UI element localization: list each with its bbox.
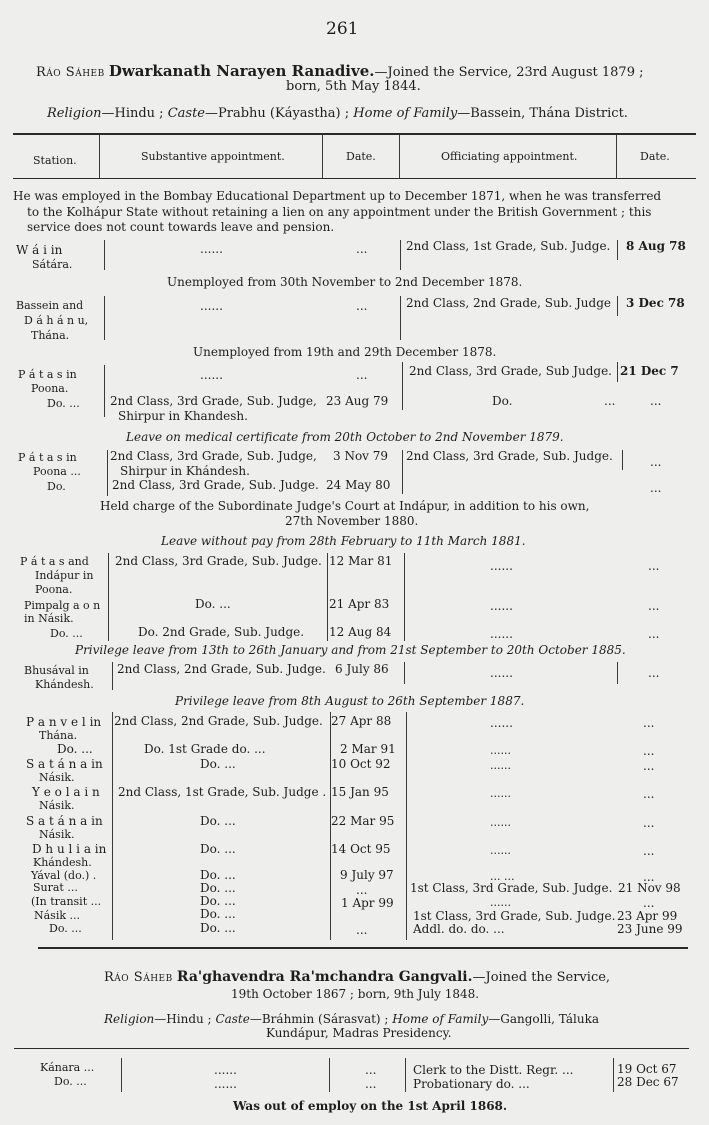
station: Do. ... <box>50 627 83 640</box>
officiating: Addl. do. do. ... <box>413 922 505 936</box>
officiating: ...... <box>490 744 511 757</box>
officiating: ...... <box>490 844 511 857</box>
substantive: Shirpur in Khandesh. <box>118 409 248 423</box>
date: 6 July 86 <box>335 662 389 676</box>
station: Do. ... <box>57 742 93 756</box>
station: Poona. <box>35 583 73 596</box>
date: ... <box>356 368 368 382</box>
officiating: ...... <box>490 896 511 909</box>
officiating: ...... <box>490 816 511 829</box>
station: Do. <box>47 480 66 493</box>
date: ... <box>365 1077 377 1091</box>
col-divider <box>329 1058 330 1092</box>
col-divider <box>622 450 623 470</box>
station: P á t a s in <box>18 451 77 464</box>
held-charge-note: 27th November 1880. <box>285 514 419 528</box>
station: (In transit ... <box>31 895 102 908</box>
officiating: ... ... <box>490 870 515 883</box>
intro-line: He was employed in the Bombay Educational Department up to December 1871, when he was transferred <box>13 189 662 203</box>
substantive: 2nd Class, 3rd Grade, Sub. Judge, <box>110 449 317 463</box>
joined-text: —Joined the Service, <box>472 970 611 985</box>
station: Khándesh. <box>35 678 94 691</box>
station: Surat ... <box>33 881 78 894</box>
station: Thána. <box>39 729 78 742</box>
station: Khándesh. <box>33 856 92 869</box>
officiating: ...... <box>490 627 513 641</box>
officiating: 2nd Class, 1st Grade, Sub. Judge. <box>406 239 611 253</box>
substantive: Do. ... <box>200 814 236 828</box>
officiating-date: ... <box>643 759 655 773</box>
substantive: ...... <box>214 1063 237 1077</box>
header-date: Date. <box>346 150 376 163</box>
footer-note: Was out of employ on the 1st April 1868. <box>233 1099 508 1113</box>
col-divider <box>107 450 108 496</box>
caste-label: Caste <box>167 106 205 121</box>
date: ... <box>356 923 368 937</box>
officiating: Clerk to the Distt. Regr. ... <box>413 1063 574 1077</box>
officiating: 2nd Class, 3rd Grade, Sub. Judge. <box>406 449 613 463</box>
header-substantive: Substantive appointment. <box>141 150 285 163</box>
officiating-date: ... <box>648 627 660 641</box>
section-divider <box>38 947 688 949</box>
col-divider <box>400 240 401 270</box>
officer-name: Ra'ghavendra Ra'mchandra Gangvali. <box>176 969 473 985</box>
station: Indápur in <box>35 569 94 582</box>
substantive: 2nd Class, 1st Grade, Sub. Judge . <box>118 785 327 799</box>
station: Sátára. <box>32 258 73 271</box>
family-line <box>104 1013 599 1025</box>
substantive: 2nd Class, 3rd Grade, Sub. Judge, <box>110 394 317 408</box>
station: Y e o l a i n <box>32 785 100 799</box>
station: Do. ... <box>54 1075 87 1088</box>
substantive: 2nd Class, 2nd Grade, Sub. Judge. <box>114 714 323 728</box>
station: D á h á n u, <box>24 314 89 327</box>
station: Poona ... <box>33 465 81 478</box>
title-prefix: Ráo Sáheb <box>36 65 105 80</box>
col-divider <box>613 1058 614 1092</box>
station: P a n v e l in <box>26 715 102 729</box>
header-date-2: Date. <box>640 150 670 163</box>
substantive: ...... <box>200 242 223 256</box>
home-label: Home of Family <box>353 106 458 121</box>
officer-heading <box>104 970 610 984</box>
date: 22 Mar 95 <box>331 814 395 828</box>
col-divider <box>400 296 401 340</box>
officiating: ...... <box>490 599 513 613</box>
col-divider <box>405 1058 406 1092</box>
station: Do. ... <box>49 922 82 935</box>
officiating: 1st Class, 3rd Grade, Sub. Judge. <box>410 881 613 895</box>
held-charge-note: Held charge of the Subordinate Judge's Court at Indápur, in addition to his own, <box>100 499 590 513</box>
col-divider <box>104 365 105 417</box>
officiating: ...... <box>490 787 511 800</box>
officiating: 2nd Class, 2nd Grade, Sub. Judge <box>406 296 611 310</box>
substantive: 2nd Class, 2nd Grade, Sub. Judge. <box>117 662 326 676</box>
station: P á t a s and <box>20 555 89 568</box>
substantive: 2nd Class, 3rd Grade, Sub. Judge. <box>112 478 319 492</box>
station: Yával (do.) . <box>31 869 97 882</box>
col-divider <box>104 296 105 340</box>
col-divider <box>112 662 113 690</box>
header-station: Station. <box>33 154 77 167</box>
officer-heading <box>36 64 643 79</box>
station: Násik ... <box>34 909 80 922</box>
station: Poona. <box>31 382 69 395</box>
substantive: Do. ... <box>200 894 236 908</box>
officiating-date: ... <box>643 787 655 801</box>
religion-label: Religion <box>104 1012 155 1026</box>
station: S a t á n a in <box>26 757 103 771</box>
page-number: 261 <box>326 19 359 39</box>
officiating-date: ... <box>650 481 662 495</box>
officiating-date: ... <box>650 455 662 469</box>
col-divider <box>99 135 100 178</box>
date: 10 Oct 92 <box>331 757 391 771</box>
station: P á t a s in <box>18 368 77 381</box>
date: 9 July 97 <box>340 868 394 882</box>
col-divider <box>617 240 618 260</box>
station: Pimpalg a o n <box>24 599 101 612</box>
col-divider <box>616 135 617 178</box>
leave-note: Leave without pay from 28th February to 11th March 1881. <box>161 534 526 548</box>
date: 1 Apr 99 <box>341 896 394 910</box>
officiating: Probationary do. ... <box>413 1077 530 1091</box>
date: ... <box>356 242 368 256</box>
date: 27 Apr 88 <box>331 714 392 728</box>
header-officiating: Officiating appointment. <box>441 150 578 163</box>
col-divider <box>402 362 403 410</box>
date: 24 May 80 <box>326 478 391 492</box>
substantive: Do. ... <box>200 868 236 882</box>
religion-label: Religion <box>47 106 102 121</box>
officiating-date: 8 Aug 78 <box>626 239 686 253</box>
leave-note: Privilege leave from 8th August to 26th September 1887. <box>175 694 525 708</box>
religion-value: —Hindu ; <box>154 1012 212 1026</box>
col-divider <box>327 553 328 641</box>
substantive: Do. ... <box>200 881 236 895</box>
substantive: Do. ... <box>200 907 236 921</box>
officiating-date: ... <box>648 599 660 613</box>
title-prefix: Ráo Sáheb <box>104 970 173 985</box>
officiating: ...... <box>490 559 513 573</box>
col-divider <box>112 712 113 940</box>
home-value: —Gangolli, Táluka <box>488 1012 600 1026</box>
officiating: 1st Class, 3rd Grade, Sub. Judge. <box>413 909 616 923</box>
officiating-date: 21 Nov 98 <box>618 881 681 895</box>
date: ... <box>365 1063 377 1077</box>
station: Bhusával in <box>24 664 89 677</box>
header-bottom-rule <box>13 178 696 179</box>
leave-note: Privilege leave from 13th to 26th January and from 21st September to 20th October 1885. <box>75 643 626 657</box>
substantive: 2nd Class, 3rd Grade, Sub. Judge. <box>115 554 322 568</box>
col-divider <box>121 1058 122 1092</box>
date: 21 Apr 83 <box>329 597 390 611</box>
officiating-date: ... <box>643 896 655 910</box>
substantive: Shirpur in Khándesh. <box>120 464 250 478</box>
officiating: ...... <box>490 759 511 772</box>
station: Násik. <box>39 828 75 841</box>
officiating-date: ... <box>650 394 662 408</box>
home-label: Home of Family <box>392 1012 489 1026</box>
caste-label: Caste <box>215 1012 250 1026</box>
officiating-date: 28 Dec 67 <box>617 1075 679 1089</box>
officiating: Do. <box>492 394 513 408</box>
col-divider <box>617 662 618 684</box>
officiating-date: 19 Oct 67 <box>617 1062 677 1076</box>
intro-line: to the Kolhápur State without retaining a lien on any appointment under the British Government ; this <box>27 205 652 219</box>
home-value: —Bassein, Thána District. <box>457 106 628 121</box>
station: Thána. <box>31 329 70 342</box>
col-divider <box>399 135 400 178</box>
joined-text: —Joined the Service, 23rd August 1879 ; <box>374 65 644 80</box>
col-divider <box>404 553 405 641</box>
date: 12 Mar 81 <box>329 554 393 568</box>
home-value-2: Kundápur, Madras Presidency. <box>266 1026 452 1040</box>
unemployed-note: Unemployed from 19th and 29th December 1878. <box>193 345 497 359</box>
col-divider <box>330 712 331 940</box>
caste-value: —Prabhu (Káyastha) ; <box>205 106 350 121</box>
officiating: ...... <box>490 666 513 680</box>
religion-value: —Hindu ; <box>101 106 164 121</box>
date: 3 Nov 79 <box>333 449 389 463</box>
substantive: ...... <box>200 299 223 313</box>
substantive: ...... <box>200 368 223 382</box>
officiating-date: ... <box>643 844 655 858</box>
col-divider <box>406 712 407 940</box>
header-top-rule <box>13 133 696 135</box>
officiating: ... <box>604 394 616 408</box>
substantive: Do. ... <box>195 597 231 611</box>
officiating-date: ... <box>648 559 660 573</box>
officiating-date: 21 Dec 7 <box>620 364 679 378</box>
col-divider <box>617 296 618 316</box>
col-divider <box>108 553 109 641</box>
station: D h u l i a in <box>32 842 107 856</box>
officiating-date: ... <box>643 870 655 884</box>
station: Násik. <box>39 771 75 784</box>
station: Násik. <box>39 799 75 812</box>
date: 23 Aug 79 <box>326 394 389 408</box>
born-text: born, 5th May 1844. <box>286 79 421 94</box>
officiating-date: ... <box>643 744 655 758</box>
col-divider <box>104 240 105 270</box>
substantive: Do. ... <box>200 921 236 935</box>
officiating: ...... <box>490 716 513 730</box>
officiating: 2nd Class, 3rd Grade, Sub Judge. <box>409 364 612 378</box>
substantive: Do. 1st Grade do. ... <box>144 742 266 756</box>
date: 14 Oct 95 <box>331 842 391 856</box>
date: 12 Aug 84 <box>329 625 392 639</box>
born-text: 19th October 1867 ; born, 9th July 1848. <box>231 987 480 1001</box>
officiating-date: 3 Dec 78 <box>626 296 685 310</box>
leave-note: Leave on medical certificate from 20th October to 2nd November 1879. <box>126 430 564 444</box>
table-rule <box>14 1048 689 1049</box>
substantive: Do. ... <box>200 842 236 856</box>
officiating-date: ... <box>648 666 660 680</box>
date: 2 Mar 91 <box>340 742 396 756</box>
officiating-date: 23 Apr 99 <box>617 909 678 923</box>
col-divider <box>617 362 618 382</box>
intro-line: service does not count towards leave and pension. <box>27 220 335 234</box>
col-divider <box>322 135 323 178</box>
date: ... <box>356 299 368 313</box>
station: Bassein and <box>16 299 84 312</box>
date: 15 Jan 95 <box>331 785 389 799</box>
family-line <box>47 107 628 120</box>
substantive: Do. ... <box>200 757 236 771</box>
station: Kánara ... <box>40 1061 95 1074</box>
unemployed-note: Unemployed from 30th November to 2nd December 1878. <box>167 275 523 289</box>
officiating-date: 23 June 99 <box>617 922 683 936</box>
station: in Násik. <box>24 612 74 625</box>
date: ... <box>356 883 368 897</box>
substantive: ...... <box>214 1077 237 1091</box>
officiating-date: ... <box>643 816 655 830</box>
substantive: Do. 2nd Grade, Sub. Judge. <box>138 625 305 639</box>
col-divider <box>404 662 405 684</box>
caste-value: —Bráhmin (Sárasvat) ; <box>249 1012 389 1026</box>
station: W á i in <box>16 243 63 257</box>
officiating-date: ... <box>643 716 655 730</box>
officer-name: Dwarkanath Narayen Ranadive. <box>108 62 375 80</box>
station: Do. ... <box>47 397 80 410</box>
col-divider <box>402 450 403 494</box>
station: S a t á n a in <box>26 814 103 828</box>
